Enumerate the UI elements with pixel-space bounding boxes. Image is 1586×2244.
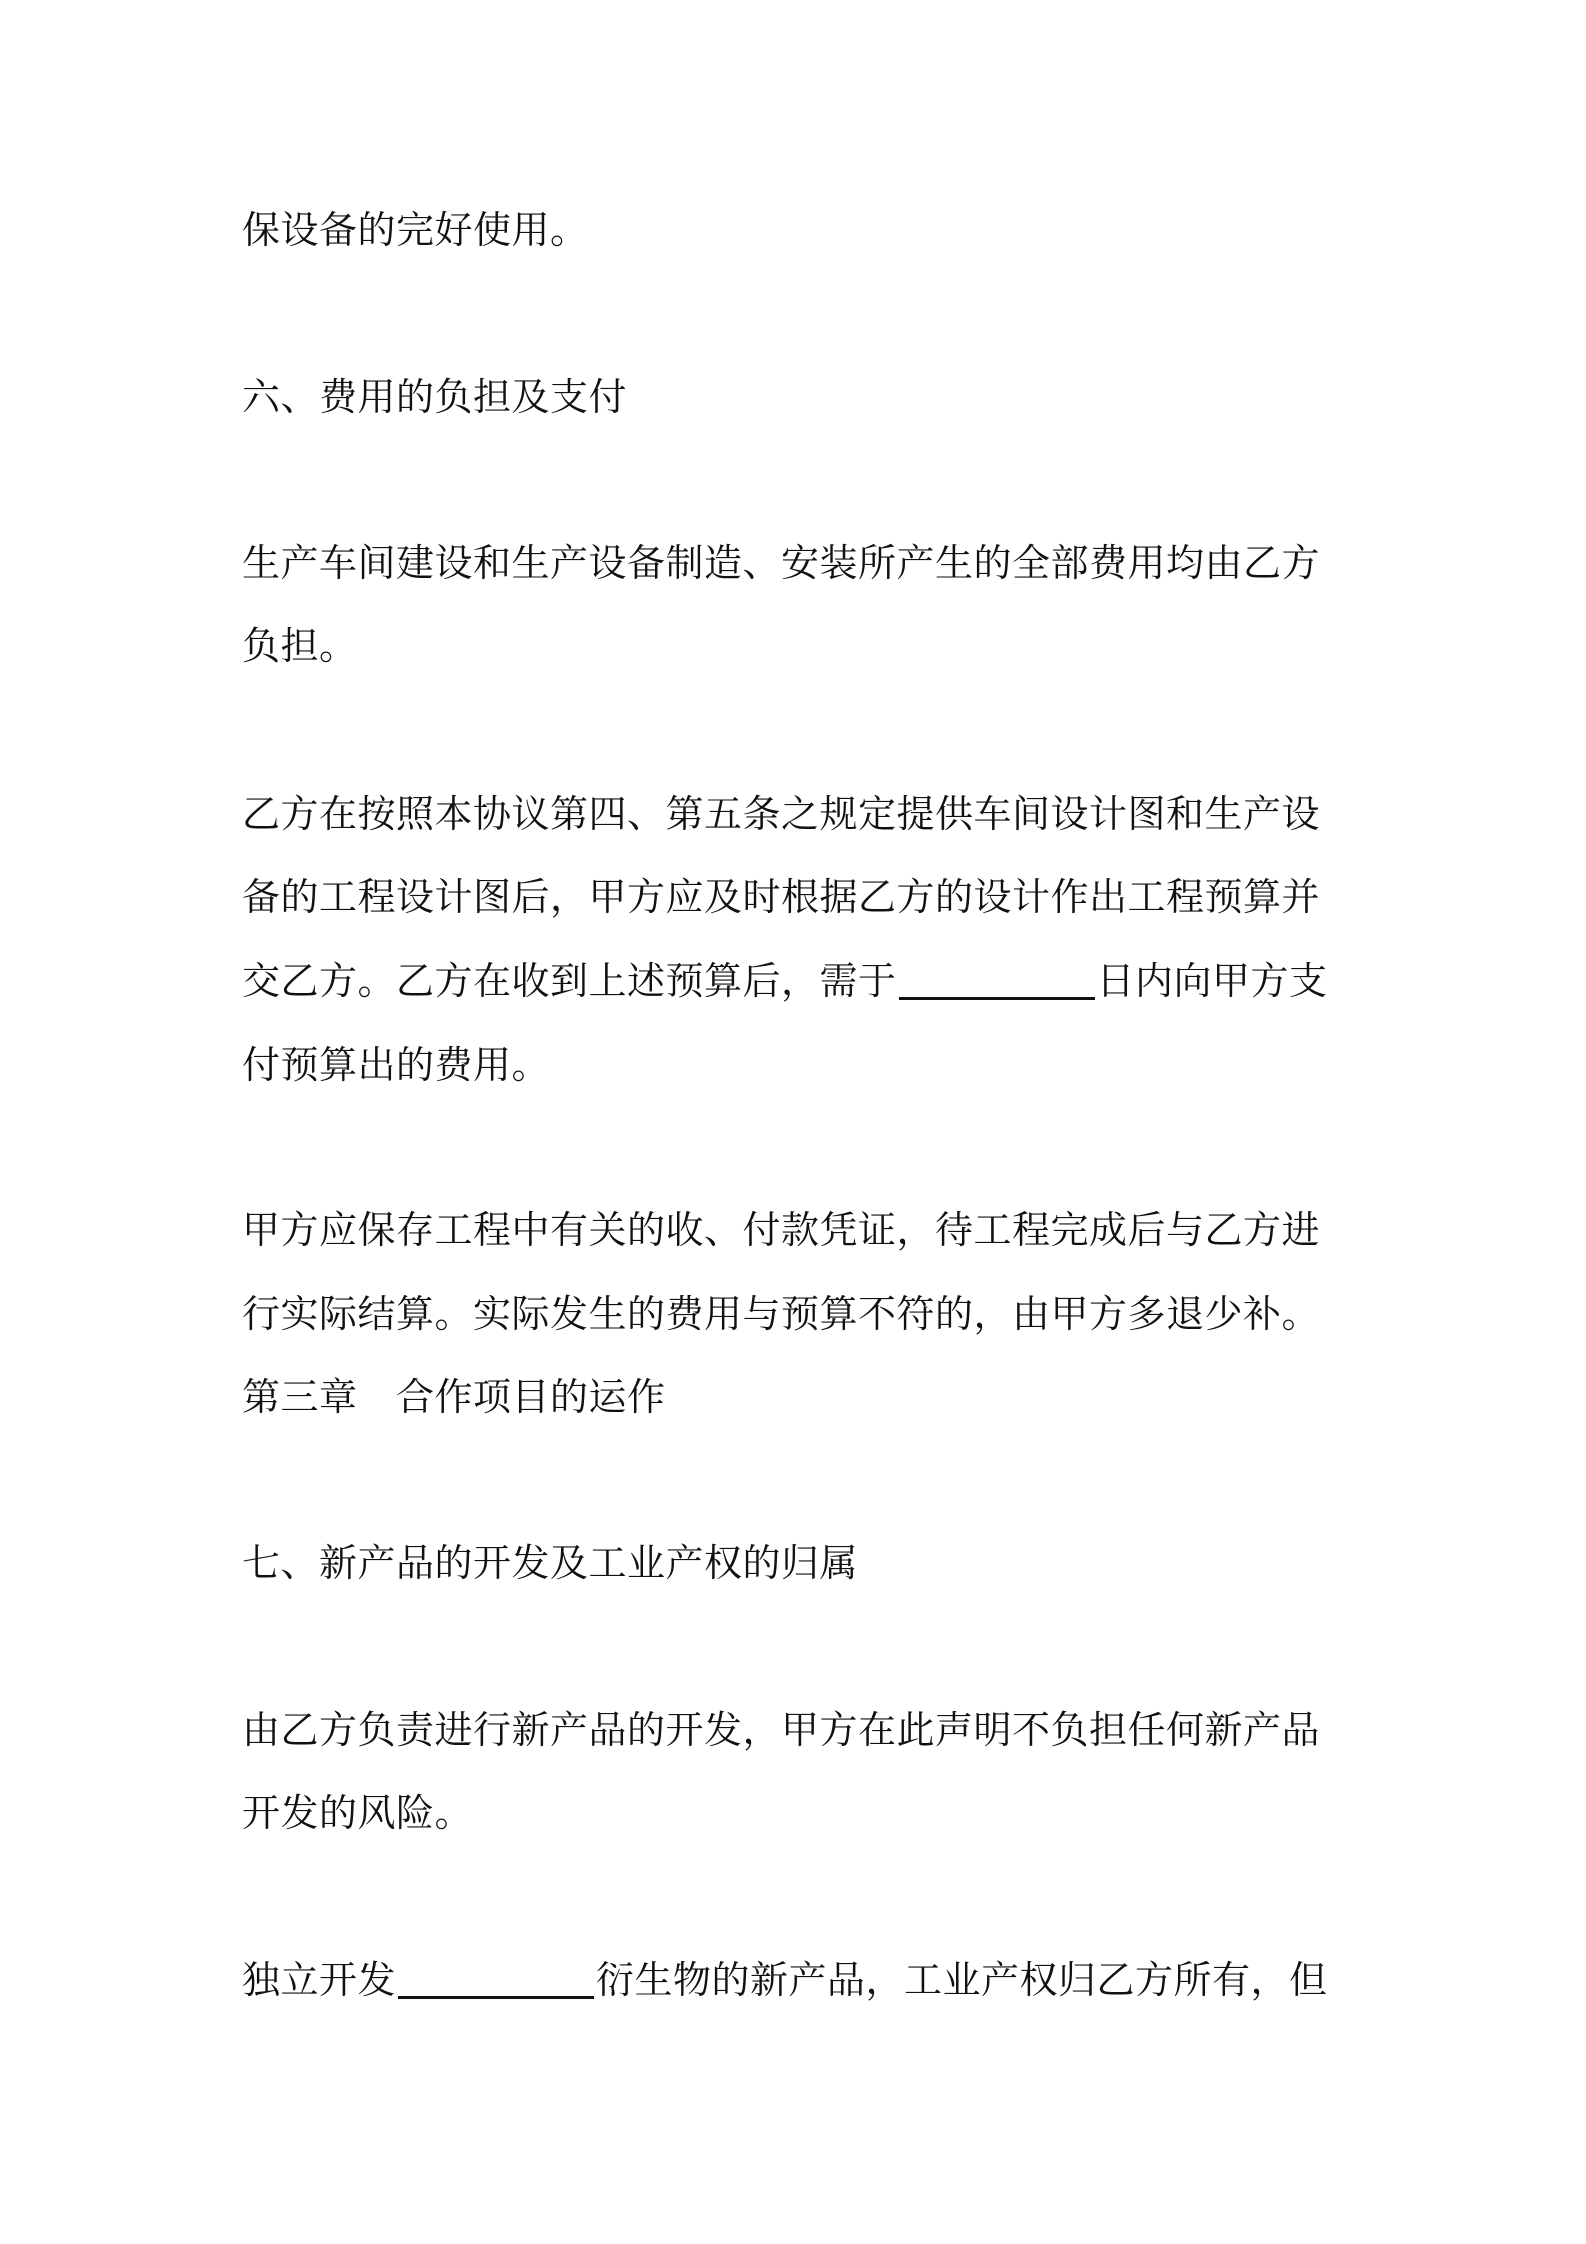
text-segment: 独立开发 <box>242 1958 397 2002</box>
paragraph-line: 付预算出的费用。 <box>242 1043 551 1087</box>
paragraph-line: 备的工程设计图后，甲方应及时根据乙方的设计作出工程预算并 <box>242 875 1321 919</box>
paragraph-line: 保设备的完好使用。 <box>242 208 589 252</box>
paragraph-line-with-blank <box>242 1954 1357 2006</box>
section-heading-7: 七、新产品的开发及工业产权的归属 <box>242 1541 859 1585</box>
section-heading-6: 六、费用的负担及支付 <box>242 375 628 419</box>
paragraph-line-with-blank <box>242 955 1357 1007</box>
text-segment: 交乙方。乙方在收到上述预算后，需于 <box>242 959 897 1003</box>
paragraph-line: 由乙方负责进行新产品的开发，甲方在此声明不负担任何新产品 <box>242 1708 1321 1752</box>
paragraph-line: 开发的风险。 <box>242 1791 474 1835</box>
fill-in-blank <box>398 1962 594 1999</box>
paragraph-line: 生产车间建设和生产设备制造、安装所产生的全部费用均由乙方 <box>242 541 1321 585</box>
paragraph-line: 甲方应保存工程中有关的收、付款凭证，待工程完成后与乙方进 <box>242 1208 1321 1252</box>
paragraph-line: 负担。 <box>242 624 358 668</box>
text-segment: 日内向甲方支 <box>1096 959 1328 1003</box>
paragraph-line: 乙方在按照本协议第四、第五条之规定提供车间设计图和生产设 <box>242 792 1321 836</box>
paragraph-line: 行实际结算。实际发生的费用与预算不符的，由甲方多退少补。 <box>242 1292 1321 1336</box>
fill-in-blank <box>899 963 1095 1000</box>
text-segment: 衍生物的新产品，工业产权归乙方所有，但 <box>596 1958 1328 2002</box>
chapter-heading-3: 第三章 合作项目的运作 <box>242 1375 666 1419</box>
